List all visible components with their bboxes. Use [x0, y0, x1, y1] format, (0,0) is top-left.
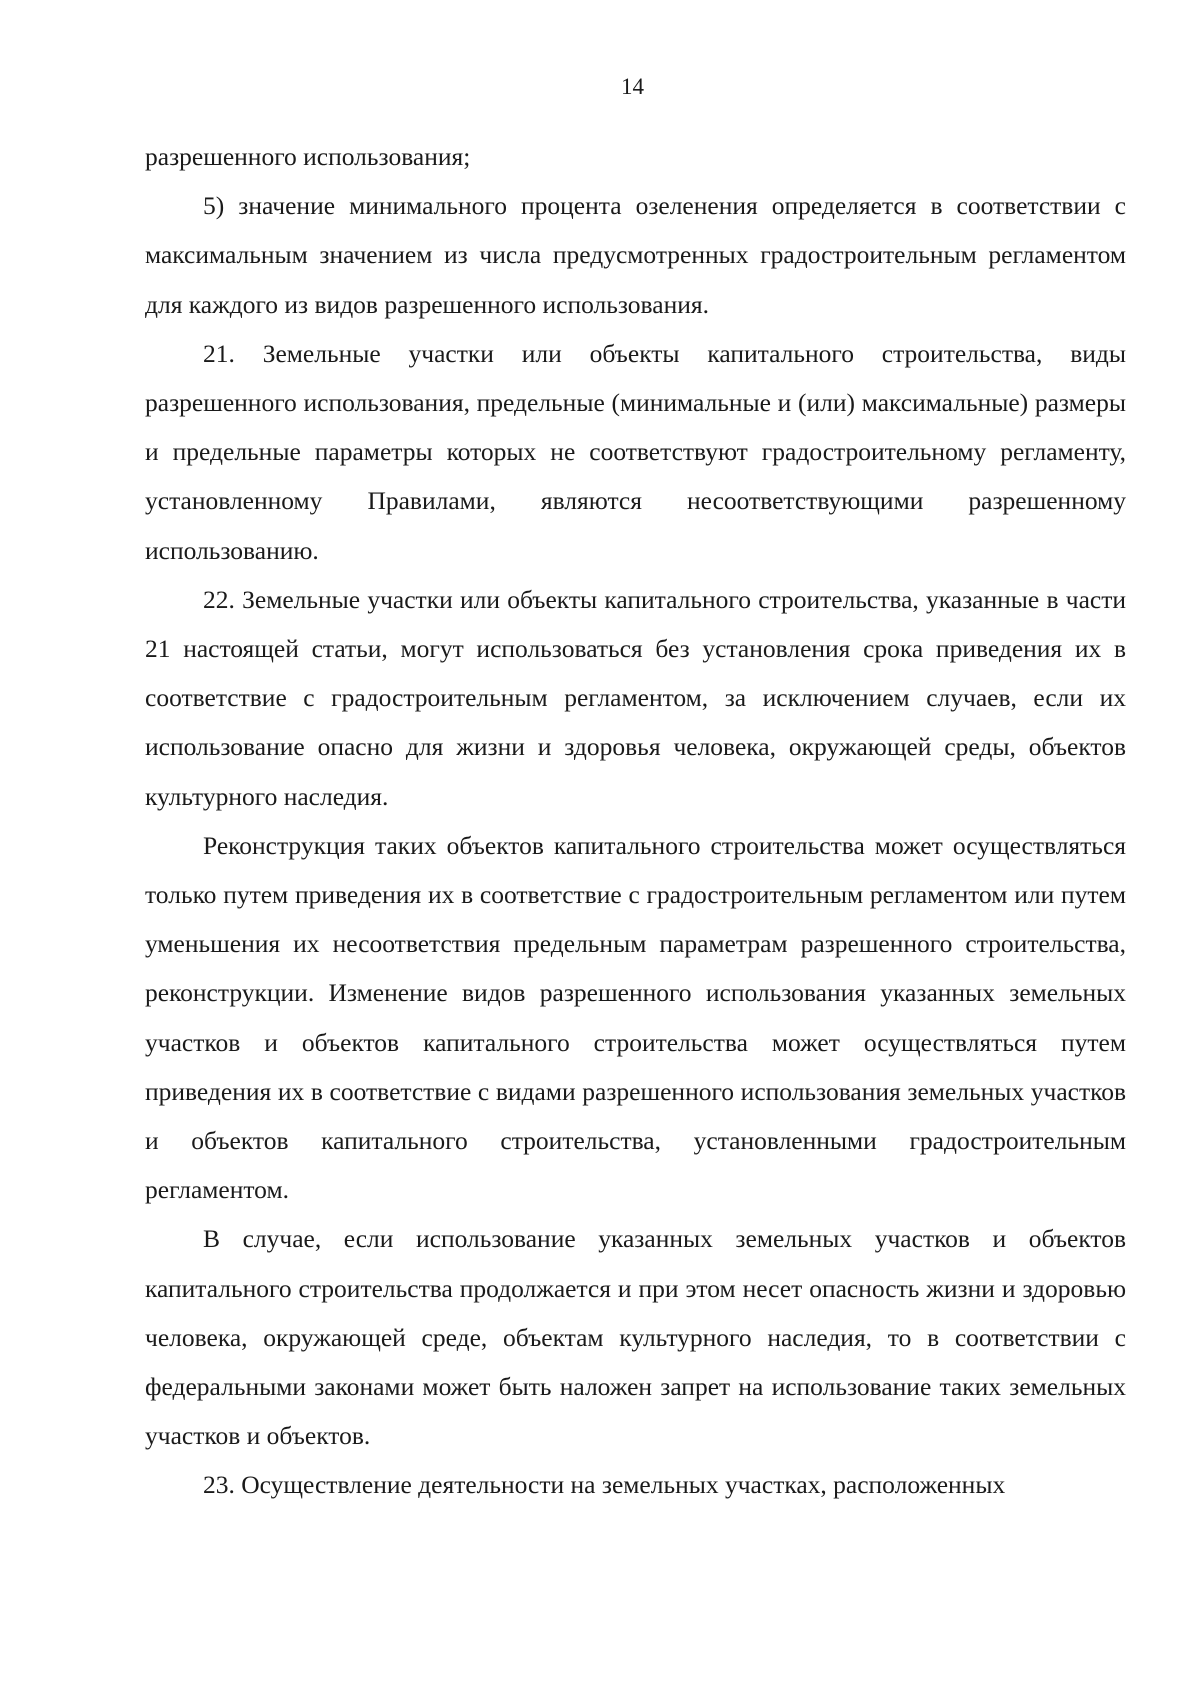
paragraph-reconstruction: Реконструкция таких объектов капитального строительства может осуществляться только путем приведения их в соответствие с градостроительным регламентом или путем уменьшения их несоответствия предельным параметрам разрешенного строительства, реконструкции. Изменение видов разрешенного использования указанных земельных участков и объектов капитального строительства может осуществляться путем приведения их в соответствие с видами разрешенного использования земельных участков и объектов капитального строительства, установленными градостроительным регламентом. [145, 830, 1126, 1205]
paragraph-continuation: разрешенного использования; [145, 142, 471, 171]
document-body [145, 132, 1126, 1510]
paragraph-prohibition: В случае, если использование указанных земельных участков и объектов капитального строительства продолжается и при этом несет опасность жизни и здоровью человека, окружающей среде, объектам культурного наследия, то в соответствии с федеральными законами может быть наложен запрет на использование таких земельных участков и объектов. [145, 1224, 1126, 1451]
paragraph-item-5: 5) значение минимального процента озеленения определяется в соответствии с максимальным значением из числа предусмотренных градостроительным регламентом для каждого из видов разрешенного использования. [145, 191, 1126, 319]
paragraph-clause-22: 22. Земельные участки или объекты капитального строительства, указанные в части 21 настоящей статьи, могут использоваться без установления срока приведения их в соответствие с градостроительным регламентом, за исключением случаев, если их использование опасно для жизни и здоровья человека, окружающей среды, объектов культурного наследия. [145, 584, 1126, 811]
paragraph-clause-21: 21. Земельные участки или объекты капитального строительства, виды разрешенного использования, предельные (минимальные и (или) максимальные) размеры и предельные параметры которых не соответствуют градостроительному регламенту, установленному Правилами, являются несоответствующими разрешенному использованию. [145, 338, 1126, 565]
page-number: 14 [621, 74, 644, 99]
paragraph-clause-23: 23. Осуществление деятельности на земельных участках, расположенных [203, 1470, 1006, 1500]
